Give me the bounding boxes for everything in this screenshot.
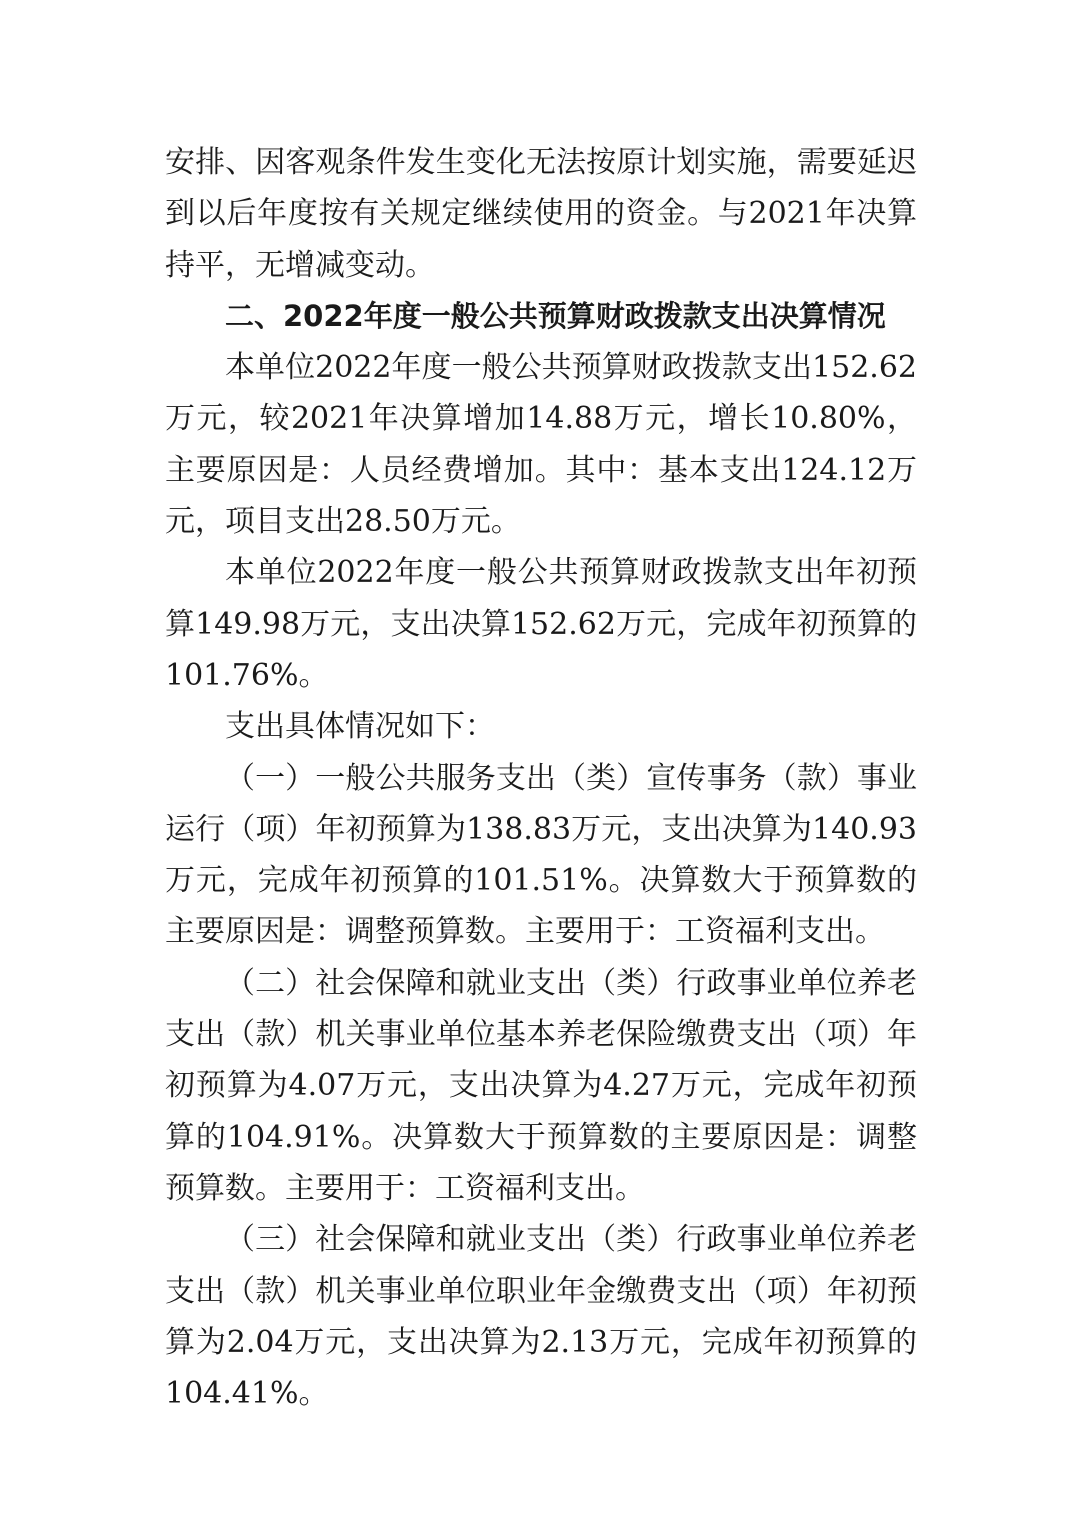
paragraph-item-1: （一）一般公共服务支出（类）宣传事务（款）事业运行（项）年初预算为138.83万元，支出决算为140.93万元，完成年初预算的101.51%。决算数大于预算数的主要原因是：调整预算数。主要用于：工资福利支出。: [165, 760, 917, 950]
paragraph-details-intro: 支出具体情况如下：: [225, 709, 495, 745]
paragraph-budget-completion: 本单位2022年度一般公共预算财政拨款支出年初预算149.98万元，支出决算152.62万元，完成年初预算的101.76%。: [165, 555, 917, 693]
document-body: [165, 137, 917, 1419]
section-heading: 二、2022年度一般公共预算财政拨款支出决算情况: [225, 298, 886, 333]
paragraph-item-3: （三）社会保障和就业支出（类）行政事业单位养老支出（款）机关事业单位职业年金缴费支出（项）年初预算为2.04万元，支出决算为2.13万元，完成年初预算的104.41%。: [165, 1222, 917, 1412]
paragraph-total-expenditure: 本单位2022年度一般公共预算财政拨款支出152.62万元，较2021年决算增加14.88万元，增长10.80%，主要原因是：人员经费增加。其中：基本支出124.12万元，项目支出28.50万元。: [165, 350, 917, 540]
paragraph-item-2: （二）社会保障和就业支出（类）行政事业单位养老支出（款）机关事业单位基本养老保险缴费支出（项）年初预算为4.07万元，支出决算为4.27万元，完成年初预算的104.91%。决算数大于预算数的主要原因是：调整预算数。主要用于：工资福利支出。: [165, 965, 917, 1206]
paragraph-carryover: 安排、因客观条件发生变化无法按原计划实施，需要延迟到以后年度按有关规定继续使用的资金。与2021年决算持平，无增减变动。: [165, 145, 917, 283]
